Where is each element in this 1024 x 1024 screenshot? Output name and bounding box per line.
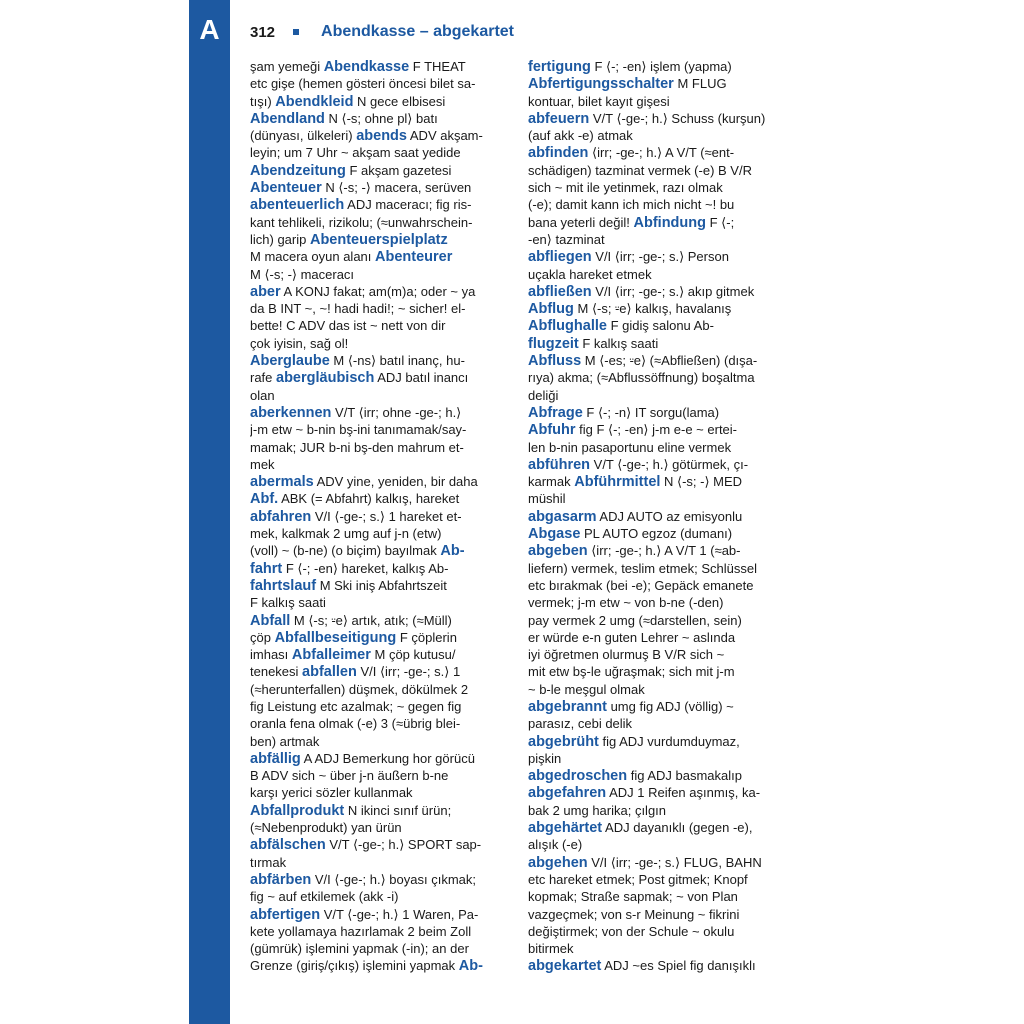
entry-text: er würde e-n guten Lehrer ~ aslında	[528, 629, 736, 645]
entry-text: A KONJ fakat; am(m)a; oder ~ ya	[280, 283, 476, 299]
entry-text: (gümrük) işlemini yapmak (-in); an der	[250, 941, 469, 957]
entry-text: ADJ dayanıklı (gegen -e),	[602, 820, 753, 836]
dictionary-line	[528, 317, 790, 334]
entry-text: etc bırakmak (bei -e); Gepäck emanete	[528, 577, 754, 593]
dictionary-line	[528, 283, 790, 300]
entry-text: şam yemeği	[250, 59, 324, 74]
dictionary-line	[528, 560, 790, 577]
dictionary-line	[250, 283, 510, 300]
entry-text: liefern) vermek, teslim etmek; Schlüssel	[528, 560, 758, 576]
entry-text: bitirmek	[528, 941, 574, 957]
dictionary-line	[250, 421, 510, 438]
entry-text: vazgeçmek; von s-r Meinung ~ fikrini	[528, 906, 740, 922]
headword: Abenteuerspielplatz	[309, 231, 448, 248]
headword: Abfrage	[528, 404, 583, 421]
dictionary-line	[250, 110, 510, 127]
left-column	[250, 58, 510, 975]
entry-text: rıya) akma; (≈Abflussöffnung) boşaltma	[528, 370, 755, 386]
entry-text: ⟨irr; -ge-; h.⟩ A V/T (≈ent-	[588, 145, 735, 161]
entry-text: M ⟨-s; ⸚e⟩ kalkış, havalanış	[573, 301, 732, 317]
entry-text: F kalkış saati	[250, 595, 326, 611]
letter-tab-bar	[189, 0, 230, 1024]
dictionary-line	[250, 439, 510, 456]
dictionary-line	[528, 542, 790, 559]
entry-text: karmak	[528, 474, 575, 490]
dictionary-line	[250, 58, 510, 75]
dictionary-line	[250, 923, 510, 940]
entry-text: V/I ⟨irr; -ge-; s.⟩ Person	[591, 249, 729, 265]
letter-tab: A	[199, 14, 220, 45]
entry-text: F ⟨-; -en⟩ hareket, kalkış Ab-	[282, 560, 449, 576]
entry-text: ~ b-le meşgul olmak	[528, 681, 645, 697]
entry-text: F ⟨-; -en⟩ işlem (yapma)	[590, 59, 732, 74]
headword: abfälschen	[250, 837, 326, 854]
dictionary-line	[528, 335, 790, 352]
entry-text: PL AUTO egzoz (dumanı)	[580, 526, 733, 542]
entry-text: j-m etw ~ b-nin bş-ini tanımamak/say-	[250, 422, 467, 438]
entry-text: F ⟨-; -n⟩ IT sorgu(lama)	[582, 404, 720, 420]
entry-text: bak 2 umg harika; çılgın	[528, 802, 667, 818]
headword: abgekartet	[528, 958, 602, 975]
page-title: Abendkasse – abgekartet	[321, 23, 515, 40]
dictionary-line	[250, 473, 510, 490]
entry-text: mek	[250, 456, 275, 472]
dictionary-line	[528, 473, 790, 490]
headword: Abflughalle	[528, 318, 607, 335]
entry-text: kontuar, bilet kayıt gişesi	[528, 93, 670, 109]
dictionary-line	[250, 369, 510, 386]
dictionary-line	[250, 681, 510, 698]
dictionary-line	[528, 646, 790, 663]
dictionary-line	[250, 508, 510, 525]
dictionary-line	[250, 179, 510, 196]
dictionary-line	[250, 629, 510, 646]
headword: abfallen	[302, 664, 357, 681]
entry-text: ADV akşam-	[406, 128, 483, 144]
dictionary-line	[528, 750, 790, 767]
entry-text: çok iyisin, sağ ol!	[250, 335, 349, 351]
dictionary-line	[250, 352, 510, 369]
dictionary-line	[528, 888, 790, 905]
dictionary-line	[250, 335, 510, 352]
dictionary-line	[528, 58, 790, 75]
entry-text: (≈Nebenprodukt) yan ürün	[250, 820, 402, 836]
dictionary-line	[250, 594, 510, 611]
entry-text: ADJ ~es Spiel fig danışıklı	[601, 958, 756, 974]
entry-text: ABK (= Abfahrt) kalkış, hareket	[278, 491, 460, 507]
headword: Abfalleimer	[291, 647, 371, 664]
entry-text: ADV yine, yeniden, bir daha	[313, 474, 478, 490]
dictionary-line	[250, 663, 510, 680]
headword: Abenteurer	[375, 249, 453, 266]
headword: abgefahren	[528, 785, 607, 802]
entry-text: A ADJ Bemerkung hor görücü	[300, 750, 475, 766]
headword: abgehärtet	[528, 820, 603, 837]
dictionary-line	[528, 352, 790, 369]
dictionary-line	[528, 266, 790, 283]
dictionary-line	[528, 439, 790, 456]
entry-text: etc hareket etmek; Post gitmek; Knopf	[528, 871, 748, 887]
dictionary-line	[528, 836, 790, 853]
dictionary-line	[250, 767, 510, 784]
entry-text: mit etw bş-le uğraşmak; sich mit j-m	[528, 664, 735, 680]
headword: abfertigen	[250, 906, 321, 923]
entry-text: ben) artmak	[250, 733, 320, 749]
dictionary-line	[250, 231, 510, 248]
entry-text: imhası	[250, 647, 292, 663]
entry-text: mamak; JUR b-ni bş-den mahrum et-	[250, 439, 464, 455]
entry-text: pay vermek 2 umg (≈darstellen, sein)	[528, 612, 742, 628]
dictionary-line	[528, 733, 790, 750]
dictionary-line	[250, 456, 510, 473]
dictionary-line	[250, 784, 510, 801]
headword: Abf.	[250, 491, 279, 508]
dictionary-line	[528, 144, 790, 161]
headword: Abführmittel	[574, 474, 661, 491]
entry-text: M FLUG	[673, 76, 727, 92]
dictionary-line	[250, 577, 510, 594]
dictionary-line	[250, 525, 510, 542]
entry-text: V/T ⟨irr; ohne -ge-; h.⟩	[331, 404, 462, 420]
dictionary-line	[250, 266, 510, 283]
entry-text: vermek; j-m etw ~ von b-ne (-den)	[528, 595, 724, 611]
dictionary-line	[528, 93, 790, 110]
dictionary-line	[528, 819, 790, 836]
entry-text: ADJ maceracı; fig ris-	[344, 197, 472, 213]
entry-text: fig Leistung etc azalmak; ~ gegen fig	[250, 698, 462, 714]
entry-text: mek, kalkmak 2 umg auf j-n (etw)	[250, 526, 442, 542]
headword: Abfindung	[633, 214, 706, 231]
entry-text: F akşam gazetesi	[345, 162, 452, 178]
entry-text: tırmak	[250, 854, 287, 870]
headword: abfließen	[528, 283, 592, 300]
entry-text: N ikinci sınıf ürün;	[344, 802, 452, 818]
dictionary-line	[528, 957, 790, 974]
entry-text: müshil	[528, 491, 566, 507]
header-separator	[293, 29, 299, 35]
entry-text: kete yollamaya hazırlamak 2 beim Zoll	[250, 923, 472, 939]
dictionary-line	[528, 248, 790, 265]
entry-text: tışı)	[250, 93, 276, 109]
entry-text: da B INT ~, ~! hadi hadi!; ~ sicher! el-	[250, 301, 466, 317]
entry-text: ADJ 1 Reifen aşınmış, ka-	[606, 785, 761, 801]
entry-text: parasız, cebi delik	[528, 716, 633, 732]
dictionary-line	[528, 421, 790, 438]
dictionary-line	[528, 508, 790, 525]
dictionary-line	[528, 871, 790, 888]
headword: abgehen	[528, 854, 588, 871]
right-column	[528, 58, 790, 975]
headword: Abfallprodukt	[250, 802, 345, 819]
headword: fahrtslauf	[250, 577, 317, 594]
headword: Abgase	[528, 526, 581, 543]
dictionary-line	[250, 542, 510, 559]
entry-text: fig F ⟨-; -en⟩ j-m e-e ~ ertei-	[575, 422, 737, 438]
entry-text: F çöplerin	[396, 629, 457, 645]
dictionary-line	[528, 767, 790, 784]
entry-text: etc gişe (hemen gösteri öncesi bilet sa-	[250, 76, 476, 92]
entry-text: olan	[250, 387, 275, 403]
dictionary-line	[250, 612, 510, 629]
headword: Abendkasse	[323, 59, 410, 75]
entry-text: fig ADJ vurdumduymaz,	[598, 733, 740, 749]
headword: abfällig	[250, 750, 301, 767]
dictionary-line	[528, 231, 790, 248]
headword: abenteuerlich	[250, 197, 345, 214]
dictionary-line	[250, 888, 510, 905]
entry-text: alışık (-e)	[528, 837, 583, 853]
dictionary-line	[528, 906, 790, 923]
dictionary-line	[250, 940, 510, 957]
entry-text: V/T ⟨-ge-; h.⟩ 1 Waren, Pa-	[320, 906, 479, 922]
dictionary-line	[250, 144, 510, 161]
entry-text: M macera oyun alanı	[250, 249, 376, 265]
dictionary-line	[250, 957, 510, 974]
entry-text: tenekesi	[250, 664, 303, 680]
entry-text: N ⟨-s; -⟩ MED	[660, 474, 743, 490]
dictionary-line	[528, 127, 790, 144]
entry-text: kopmak; Straße sapmak; ~ von Plan	[528, 889, 738, 905]
headword: abgeben	[528, 543, 588, 560]
entry-text: (-e); damit kann ich mich nicht ~! bu	[528, 197, 735, 213]
entry-text: iyi öğretmen olurmuş B V/R sich ~	[528, 647, 725, 663]
entry-text: F gidiş salonu Ab-	[606, 318, 714, 334]
entry-text: V/I ⟨-ge-; s.⟩ 1 hareket et-	[311, 508, 462, 524]
entry-text: M ⟨-ns⟩ batıl inanç, hu-	[329, 353, 465, 369]
entry-text: oranla fena olmak (-e) 3 (≈übrig blei-	[250, 716, 461, 732]
entry-text: M çöp kutusu/	[370, 647, 456, 663]
dictionary-line	[528, 629, 790, 646]
dictionary-line	[528, 162, 790, 179]
dictionary-line	[250, 802, 510, 819]
headword: aber	[250, 283, 281, 300]
entry-text: fig ~ auf etkilemek (akk -i)	[250, 889, 399, 905]
dictionary-line	[250, 214, 510, 231]
headword: abermals	[250, 474, 314, 491]
headword: abfahren	[250, 508, 312, 525]
dictionary-line	[250, 871, 510, 888]
entry-text: pişkin	[528, 750, 562, 766]
entry-text: deliği	[528, 387, 559, 403]
dictionary-line	[528, 784, 790, 801]
headword: abgasarm	[528, 508, 597, 525]
headword: abgebrüht	[528, 733, 599, 750]
dictionary-line	[250, 698, 510, 715]
headword: Abfallbeseitigung	[274, 629, 397, 646]
headword: Abendland	[250, 110, 325, 127]
entry-text: schädigen) tazminat vermek (-e) B V/R	[528, 162, 752, 178]
entry-text: değiştirmek; von der Schule ~ okulu	[528, 923, 735, 939]
entry-text: ⟨irr; -ge-; h.⟩ A V/T 1 (≈ab-	[587, 543, 741, 559]
entry-text: rafe	[250, 370, 277, 386]
dictionary-line	[528, 300, 790, 317]
dictionary-line	[250, 819, 510, 836]
entry-text: kant tehlikeli, rizikolu; (≈unwahrschein-	[250, 214, 473, 230]
entry-text: (voll) ~ (b-ne) (o biçim) bayılmak	[250, 543, 441, 559]
dictionary-line	[528, 854, 790, 871]
entry-text: çöp	[250, 629, 275, 645]
dictionary-line	[528, 577, 790, 594]
headword: aberkennen	[250, 404, 332, 421]
dictionary-line	[528, 490, 790, 507]
entry-text: fig ADJ basmakalıp	[627, 768, 742, 784]
headword: abfärben	[250, 871, 312, 888]
headword: abführen	[528, 456, 591, 473]
headword: Abfluss	[528, 353, 582, 370]
dictionary-line	[528, 940, 790, 957]
dictionary-line	[528, 525, 790, 542]
entry-text: N gece elbisesi	[353, 93, 446, 109]
entry-text: ADJ AUTO az emisyonlu	[596, 508, 743, 524]
headword: abends	[356, 128, 407, 145]
headword: Abfall	[250, 612, 291, 629]
dictionary-line	[528, 802, 790, 819]
dictionary-line	[250, 646, 510, 663]
entry-text: karşı yerici sözler kullanmak	[250, 785, 413, 801]
entry-text: (dünyası, ülkeleri)	[250, 128, 357, 144]
dictionary-line	[528, 594, 790, 611]
entry-text: V/I ⟨irr; -ge-; s.⟩ akıp gitmek	[591, 283, 755, 299]
dictionary-line	[250, 248, 510, 265]
dictionary-line	[528, 663, 790, 680]
entry-text: umg fig ADJ (völlig) ~	[606, 698, 734, 714]
headword: abfeuern	[528, 110, 590, 127]
entry-text: N ⟨-s; ohne pl⟩ batı	[324, 110, 438, 126]
entry-text: V/I ⟨irr; -ge-; s.⟩ 1	[356, 664, 461, 680]
dictionary-line	[528, 681, 790, 698]
dictionary-line	[528, 715, 790, 732]
headword: abergläubisch	[276, 370, 375, 387]
dictionary-line	[250, 733, 510, 750]
entry-text: -en⟩ tazminat	[528, 231, 605, 247]
headword: abgedroschen	[528, 768, 628, 785]
entry-text: Grenze (giriş/çıkış) işlemini yapmak	[250, 958, 459, 974]
headword: Aberglaube	[250, 353, 330, 370]
headword: Ab-	[458, 958, 483, 975]
dictionary-line	[250, 300, 510, 317]
dictionary-line	[250, 715, 510, 732]
dictionary-line	[528, 110, 790, 127]
dictionary-line	[250, 127, 510, 144]
entry-text: len b-nin pasaportunu eline vermek	[528, 439, 732, 455]
dictionary-line	[528, 698, 790, 715]
dictionary-line	[250, 162, 510, 179]
headword: fertigung	[528, 59, 591, 75]
entry-text: bana yeterli değil!	[528, 214, 634, 230]
entry-text: leyin; um 7 Uhr ~ akşam saat yedide	[250, 145, 461, 161]
entry-text: F THEAT	[409, 59, 466, 74]
entry-text: F ⟨-;	[706, 214, 735, 230]
headword: fahrt	[250, 560, 283, 577]
dictionary-line	[528, 369, 790, 386]
entry-text: V/T ⟨-ge-; h.⟩ Schuss (kurşun)	[589, 110, 766, 126]
entry-text: uçakla hareket etmek	[528, 266, 652, 282]
headword: abfliegen	[528, 249, 592, 266]
entry-text: N ⟨-s; -⟩ macera, serüven	[321, 180, 472, 196]
entry-text: V/I ⟨-ge-; h.⟩ boyası çıkmak;	[311, 871, 477, 887]
dictionary-line	[528, 404, 790, 421]
dictionary-line	[528, 923, 790, 940]
headword: Abendkleid	[275, 93, 354, 110]
entry-text: M Ski iniş Abfahrtszeit	[316, 577, 447, 593]
dictionary-line	[250, 906, 510, 923]
entry-text: (auf akk -e) atmak	[528, 128, 633, 144]
entry-text: V/I ⟨irr; -ge-; s.⟩ FLUG, BAHN	[587, 854, 762, 870]
dictionary-line	[250, 854, 510, 871]
headword: Abfertigungsschalter	[528, 76, 674, 93]
entry-text: lich) garip	[250, 231, 310, 247]
entry-text: bette! C ADV das ist ~ nett von dir	[250, 318, 446, 334]
page-header	[250, 20, 514, 44]
entry-text: M ⟨-s; -⟩ maceracı	[250, 266, 355, 282]
dictionary-line	[250, 93, 510, 110]
dictionary-line	[250, 387, 510, 404]
entry-text: V/T ⟨-ge-; h.⟩ SPORT sap-	[325, 837, 482, 853]
dictionary-line	[528, 214, 790, 231]
headword: Abenteuer	[250, 180, 322, 197]
headword: abgebrannt	[528, 698, 607, 715]
dictionary-line	[528, 196, 790, 213]
entry-text: M ⟨-s; ⸚e⟩ artık, atık; (≈Müll)	[290, 612, 452, 628]
dictionary-line	[528, 179, 790, 196]
entry-text: B ADV sich ~ über j-n äußern b-ne	[250, 768, 449, 784]
dictionary-line	[250, 317, 510, 334]
dictionary-line	[250, 196, 510, 213]
page-number: 312	[250, 23, 276, 41]
dictionary-line	[250, 560, 510, 577]
entry-text: (≈herunterfallen) düşmek, dökülmek 2	[250, 681, 469, 697]
dictionary-line	[250, 836, 510, 853]
dictionary-line	[250, 490, 510, 507]
entry-text: F kalkış saati	[578, 335, 659, 351]
dictionary-line	[250, 75, 510, 92]
headword: Ab-	[440, 543, 465, 560]
dictionary-line	[528, 75, 790, 92]
dictionary-line	[528, 387, 790, 404]
dictionary-line	[528, 612, 790, 629]
entry-text: ADJ batıl inancı	[374, 370, 469, 386]
headword: flugzeit	[528, 335, 579, 352]
entry-text: V/T ⟨-ge-; h.⟩ götürmek, çı-	[590, 456, 749, 472]
dictionary-line	[250, 404, 510, 421]
entry-text: M ⟨-es; ⸚e⟩ (≈Abfließen) (dışa-	[581, 353, 758, 369]
dictionary-line	[528, 456, 790, 473]
headword: abfinden	[528, 145, 589, 162]
entry-text: sich ~ mit ile yetinmek, razı olmak	[528, 180, 723, 196]
headword: Abfuhr	[528, 422, 576, 439]
headword: Abflug	[528, 301, 574, 318]
headword: Abendzeitung	[250, 162, 346, 179]
dictionary-line	[250, 750, 510, 767]
